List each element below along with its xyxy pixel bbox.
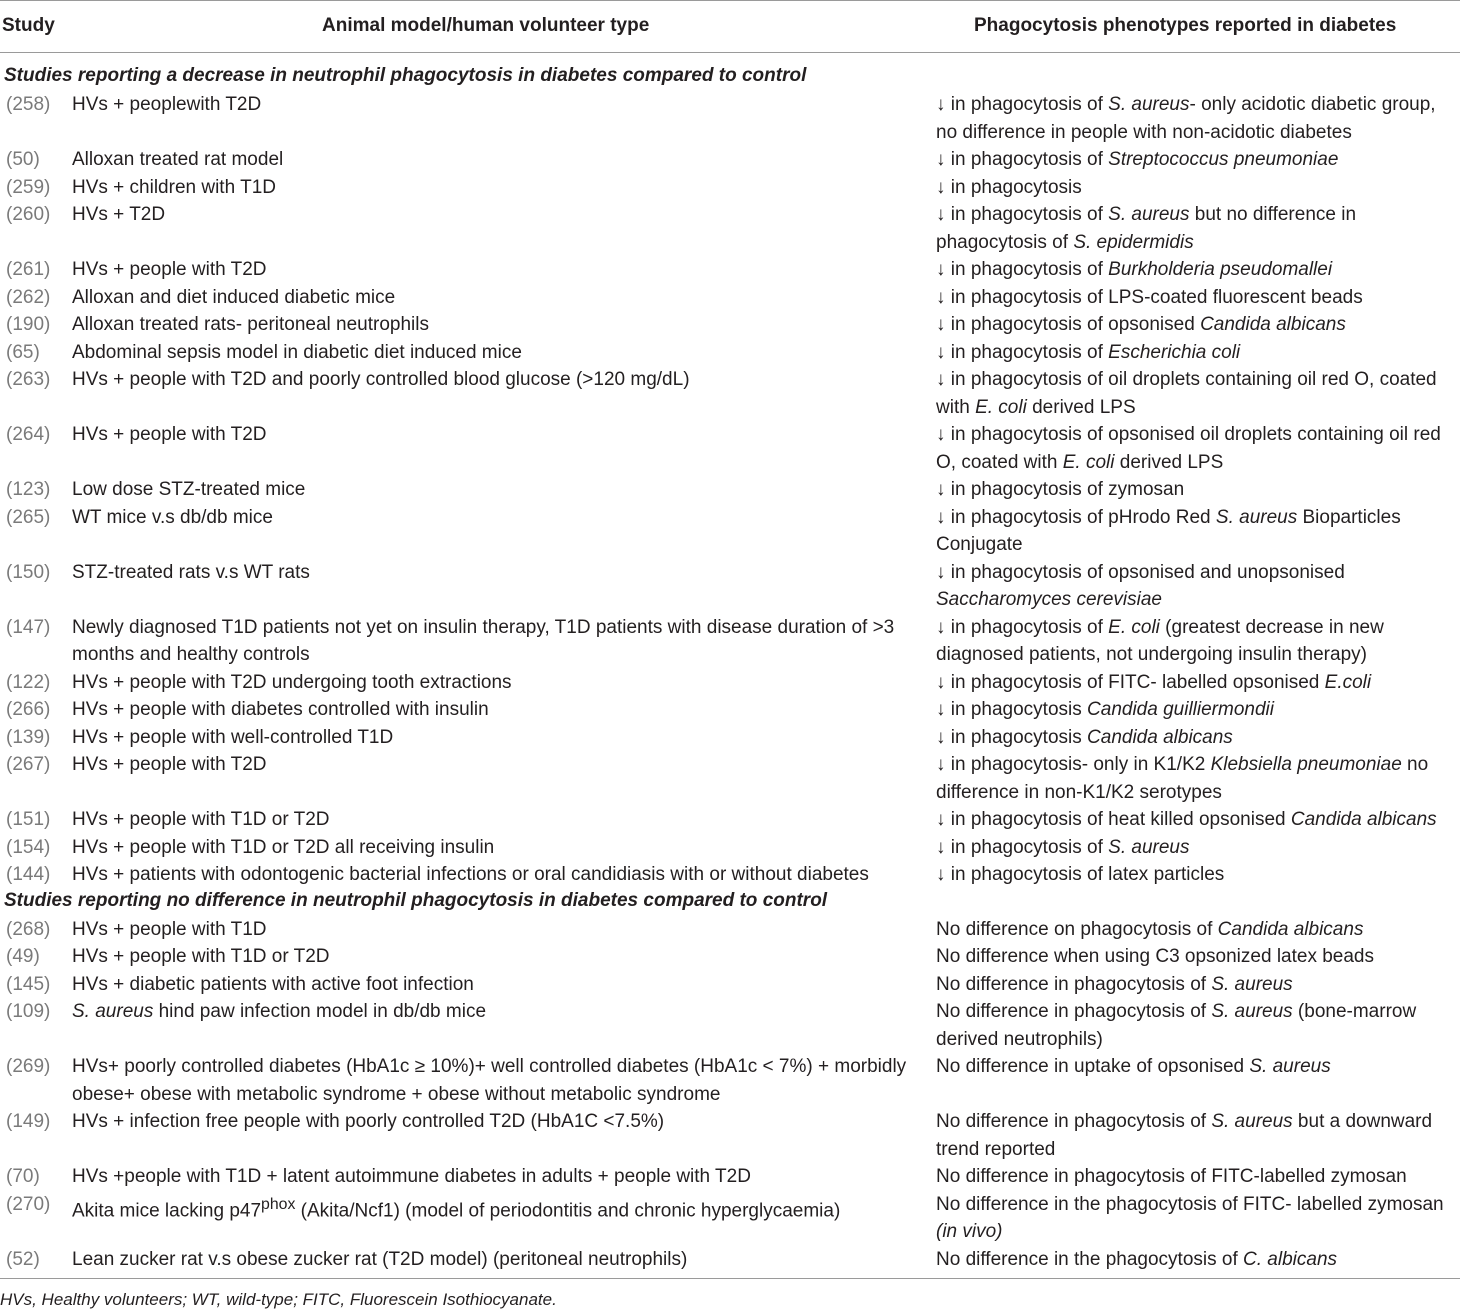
phenotype-cell: ↓ in phagocytosis of oil droplets containing oil red O, coated with E. coli derived LPS (936, 369, 1437, 418)
phenotype-cell: ↓ in phagocytosis of S. aureus (936, 836, 1190, 858)
study-ref: (149) (6, 1111, 51, 1132)
model-cell: HVs +people with T1D + latent autoimmune diabetes in adults + people with T2D (72, 1166, 751, 1187)
table-row (0, 504, 1460, 559)
table-row (0, 943, 1460, 971)
model-cell: HVs + people with diabetes controlled with insulin (72, 699, 489, 720)
study-ref: (270) (6, 1193, 51, 1215)
header-phenotype: Phagocytosis phenotypes reported in diabetes (974, 15, 1397, 36)
table-row (0, 559, 1460, 614)
table-row (0, 861, 1460, 889)
phenotype-cell: ↓ in phagocytosis of Burkholderia pseudomallei (936, 259, 1333, 280)
study-ref: (139) (6, 726, 51, 748)
study-ref: (268) (6, 918, 51, 940)
study-ref: (260) (6, 204, 51, 225)
phenotype-cell: No difference in phagocytosis of S. aureus but a downward trend reported (936, 1111, 1433, 1160)
table-header-rule (0, 52, 1460, 53)
study-ref: (65) (6, 341, 40, 363)
table-row (0, 201, 1460, 256)
phenotype-cell: ↓ in phagocytosis of heat killed opsonised Candida albicans (936, 809, 1437, 830)
model-cell: HVs + infection free people with poorly controlled T2D (HbA1C <7.5%) (72, 1111, 665, 1132)
table-row (0, 1191, 1460, 1246)
study-ref: (145) (6, 973, 51, 995)
study-ref: (151) (6, 809, 51, 830)
table-row (0, 998, 1460, 1053)
table-row (0, 421, 1460, 476)
phenotype-cell: ↓ in phagocytosis- only in K1/K2 Klebsiella pneumoniae no difference in non-K1/K2 serotypes (936, 754, 1429, 803)
phenotype-cell: No difference in phagocytosis of S. aureus (936, 973, 1293, 995)
phenotype-cell: No difference in phagocytosis of FITC-labelled zymosan (936, 1166, 1407, 1187)
study-ref: (50) (6, 149, 40, 170)
model-cell: HVs + people with T1D or T2D (72, 946, 330, 967)
study-ref: (264) (6, 424, 51, 445)
header-model: Animal model/human volunteer type (322, 15, 650, 36)
model-cell: HVs + people with T2D (72, 754, 267, 775)
study-ref: (261) (6, 259, 51, 280)
phenotype-cell: ↓ in phagocytosis of Streptococcus pneumoniae (936, 149, 1339, 170)
table-row (0, 146, 1460, 174)
table-row (0, 1108, 1460, 1163)
table-row (0, 751, 1460, 806)
model-cell: HVs + people with T2D and poorly controlled blood glucose (>120 mg/dL) (72, 369, 690, 390)
phenotype-cell: No difference on phagocytosis of Candida albicans (936, 918, 1364, 940)
table-row (0, 339, 1460, 367)
model-cell: Abdominal sepsis model in diabetic diet induced mice (72, 341, 522, 363)
phenotype-cell: No difference in the phagocytosis of C. albicans (936, 1248, 1338, 1270)
table-row (0, 91, 1460, 146)
model-cell: Alloxan and diet induced diabetic mice (72, 286, 396, 308)
phenotype-cell: ↓ in phagocytosis of S. aureus- only acidotic diabetic group, no difference in people with non-acidotic diabetes (936, 94, 1436, 143)
model-cell: HVs + people with T1D (72, 918, 267, 940)
table-row (0, 174, 1460, 202)
model-cell: HVs + people with T1D or T2D (72, 809, 330, 830)
model-cell: Akita mice lacking $p47^{phox}$ (Akita/Ncf1) (model of periodontitis and chronic hyperglycaemia) (72, 1195, 841, 1221)
table-body (0, 64, 1460, 1273)
model-cell: Alloxan treated rat model (72, 149, 284, 170)
phenotype-cell: ↓ in phagocytosis of FITC- labelled opsonised E.coli (936, 671, 1372, 693)
phenotype-cell: No difference in uptake of opsonised S. aureus (936, 1056, 1331, 1077)
phenotype-cell: ↓ in phagocytosis of pHrodo Red S. aureus Bioparticles Conjugate (936, 506, 1401, 555)
study-ref: (258) (6, 94, 51, 115)
study-ref: (144) (6, 864, 51, 885)
table-row (0, 806, 1460, 834)
phenotype-cell: ↓ in phagocytosis of Escherichia coli (936, 341, 1241, 363)
study-ref: (109) (6, 1001, 51, 1022)
phenotype-cell: ↓ in phagocytosis of opsonised Candida albicans (936, 314, 1346, 335)
model-cell: WT mice v.s db/db mice (72, 506, 273, 528)
table-row (0, 1246, 1460, 1274)
table-row (0, 834, 1460, 862)
phenotype-cell: No difference in the phagocytosis of FITC- labelled zymosan (in vivo) (936, 1193, 1444, 1242)
study-ref: (262) (6, 286, 51, 308)
phenotype-cell: No difference in phagocytosis of S. aureus (bone-marrow derived neutrophils) (936, 1001, 1417, 1050)
table-row (0, 971, 1460, 999)
table-row (0, 476, 1460, 504)
model-cell: S. aureus hind paw infection model in db/db mice (72, 1001, 487, 1022)
header-study: Study (2, 15, 55, 36)
study-ref: (122) (6, 671, 51, 693)
model-cell: Alloxan treated rats- peritoneal neutrophils (72, 314, 429, 335)
phenotype-cell: ↓ in phagocytosis of zymosan (936, 479, 1185, 500)
study-ref: (49) (6, 946, 40, 967)
study-ref: (190) (6, 314, 51, 335)
study-ref: (265) (6, 506, 51, 528)
model-cell: HVs + T2D (72, 204, 166, 225)
model-cell: HVs + people with T1D or T2D all receiving insulin (72, 836, 495, 858)
model-cell: STZ-treated rats v.s WT rats (72, 561, 310, 583)
table-row (0, 614, 1460, 669)
table-row (0, 311, 1460, 339)
section-heading: Studies reporting a decrease in neutrophil phagocytosis in diabetes compared to control (4, 65, 807, 86)
model-cell: HVs + diabetic patients with active foot infection (72, 973, 474, 995)
model-cell: HVs + people with T2D undergoing tooth extractions (72, 671, 512, 693)
study-ref: (70) (6, 1166, 40, 1187)
study-ref: (154) (6, 836, 51, 858)
model-cell: Newly diagnosed T1D patients not yet on insulin therapy, T1D patients with disease duration of >3 months and healthy controls (72, 616, 895, 665)
phenotype-cell: ↓ in phagocytosis (936, 176, 1082, 198)
table-footnote: HVs, Healthy volunteers; WT, wild-type; FITC, Fluorescein Isothiocyanate. (0, 1290, 557, 1309)
model-cell: HVs+ poorly controlled diabetes (HbA1c ≥ 10%)+ well controlled diabetes (HbA1c < 7%) + morbidly obese+ obese with metabolic syndrome + obese without metabolic syndrome (72, 1056, 907, 1105)
phenotype-cell: ↓ in phagocytosis of latex particles (936, 864, 1225, 885)
model-cell: Low dose STZ-treated mice (72, 479, 306, 500)
table-bottom-rule (0, 1278, 1460, 1279)
study-ref: (150) (6, 561, 51, 583)
phenotype-cell: ↓ in phagocytosis of S. aureus but no difference in phagocytosis of S. epidermidis (936, 204, 1357, 253)
study-ref: (123) (6, 479, 51, 500)
phenotype-cell: ↓ in phagocytosis Candida albicans (936, 726, 1233, 748)
phenotype-cell: No difference when using C3 opsonized latex beads (936, 946, 1374, 967)
study-ref: (266) (6, 699, 51, 720)
model-cell: HVs + children with T1D (72, 176, 276, 198)
study-ref: (269) (6, 1056, 51, 1077)
phenotype-cell: ↓ in phagocytosis Candida guilliermondii (936, 699, 1274, 720)
table-row (0, 724, 1460, 752)
study-ref: (52) (6, 1248, 40, 1270)
model-cell: HVs + people with well-controlled T1D (72, 726, 394, 748)
model-cell: HVs + people with T2D (72, 424, 267, 445)
study-ref: (263) (6, 369, 51, 390)
table-row (0, 1163, 1460, 1191)
study-ref: (147) (6, 616, 51, 638)
table-row (0, 256, 1460, 284)
phenotype-cell: ↓ in phagocytosis of LPS-coated fluorescent beads (936, 286, 1363, 308)
section-heading: Studies reporting no difference in neutrophil phagocytosis in diabetes compared to control (4, 889, 828, 911)
table-row (0, 669, 1460, 697)
table-row (0, 284, 1460, 312)
model-cell: Lean zucker rat v.s obese zucker rat (T2D model) (peritoneal neutrophils) (72, 1248, 688, 1270)
table-row (0, 696, 1460, 724)
phenotype-cell: ↓ in phagocytosis of opsonised and unopsonised Saccharomyces cerevisiae (936, 561, 1345, 610)
table-top-rule (0, 0, 1460, 1)
model-cell: HVs + peoplewith T2D (72, 94, 262, 115)
model-cell: HVs + people with T2D (72, 259, 267, 280)
study-ref: (267) (6, 754, 51, 775)
study-ref: (259) (6, 176, 51, 198)
phenotype-cell: ↓ in phagocytosis of opsonised oil droplets containing oil red O, coated with E. coli derived LPS (936, 424, 1441, 473)
model-cell: HVs + patients with odontogenic bacterial infections or oral candidiasis with or without diabetes (72, 864, 869, 885)
table-row (0, 1053, 1460, 1108)
phenotype-cell: ↓ in phagocytosis of E. coli (greatest decrease in new diagnosed patients, not undergoing insulin therapy) (936, 616, 1384, 665)
table-row (0, 366, 1460, 421)
table-row (0, 916, 1460, 944)
